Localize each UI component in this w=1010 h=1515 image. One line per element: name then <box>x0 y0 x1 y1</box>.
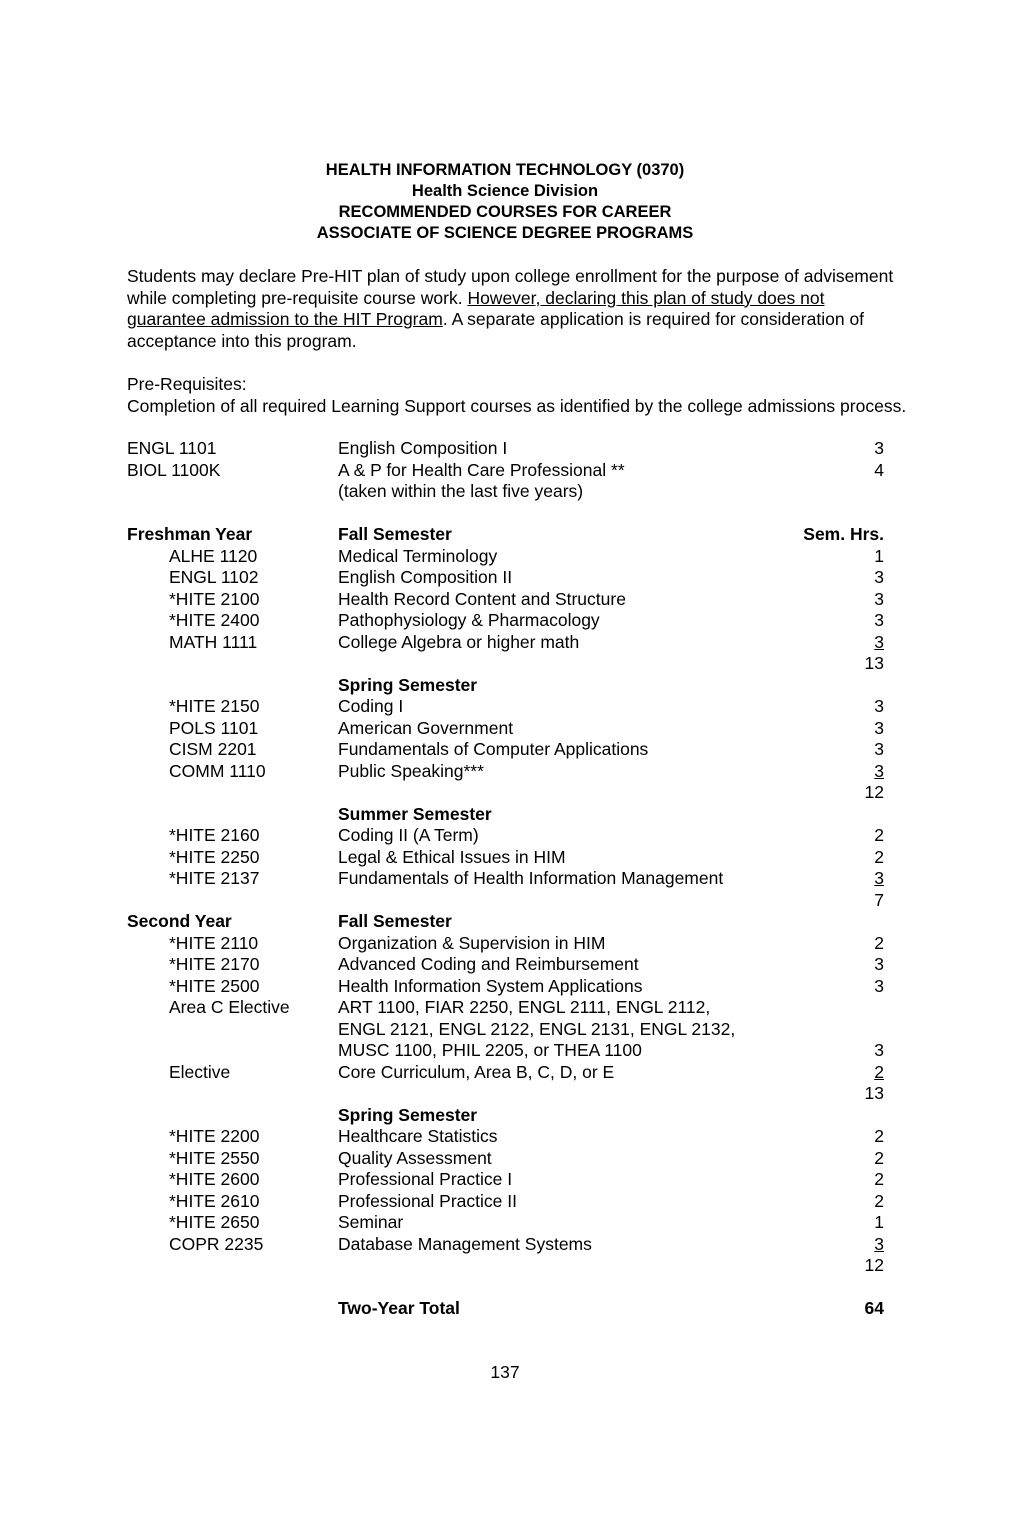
course-title: Spring Semester <box>338 674 478 695</box>
course-row <box>127 1234 887 1256</box>
course-row <box>127 761 887 783</box>
course-row <box>127 1255 887 1277</box>
course-row <box>127 1019 887 1041</box>
course-code: *HITE 2650 <box>169 1212 260 1232</box>
course-table <box>127 438 887 1320</box>
course-code: *HITE 2500 <box>169 975 260 996</box>
course-title: Public Speaking*** <box>338 760 484 781</box>
course-code: *HITE 2550 <box>169 1147 260 1168</box>
course-code: ENGL 1102 <box>169 567 259 587</box>
course-code: COMM 1110 <box>169 760 266 781</box>
semester-hours: 2 <box>874 1169 884 1189</box>
semester-hours: 3 <box>874 610 884 630</box>
course-title: Fall Semester <box>338 911 452 931</box>
course-title: Professional Practice I <box>338 1169 513 1189</box>
course-code: Elective <box>169 1061 231 1082</box>
course-code: BIOL 1100K <box>127 459 221 480</box>
course-code: *HITE 2250 <box>169 846 260 867</box>
intro-text-end: . A separate application is required for consideration of acceptance into this program. <box>127 309 865 351</box>
course-code: *HITE 2110 <box>169 932 259 953</box>
course-code: *HITE 2200 <box>169 1126 260 1146</box>
semester-hours: 12 <box>864 1255 884 1275</box>
course-title: ART 1100, FIAR 2250, ENGL 2111, ENGL 2112, <box>338 997 711 1017</box>
course-row <box>127 1212 887 1234</box>
course-title: Seminar <box>338 1212 404 1232</box>
course-row <box>127 976 887 998</box>
course-title: Spring Semester <box>338 1104 478 1125</box>
course-title: Health Information System Applications <box>338 975 643 996</box>
course-title: College Algebra or higher math <box>338 631 580 652</box>
course-title: Quality Assessment <box>338 1147 492 1168</box>
semester-hours: 3 <box>874 696 884 716</box>
semester-hours: 2 <box>874 825 884 845</box>
course-row <box>127 1298 887 1320</box>
course-title: Database Management Systems <box>338 1233 592 1254</box>
semester-hours: 3 <box>874 760 884 781</box>
course-title: English Composition II <box>338 567 513 587</box>
course-code: *HITE 2160 <box>169 825 260 845</box>
course-code: Area C Elective <box>169 997 290 1017</box>
course-row <box>127 481 887 503</box>
course-row <box>127 438 887 460</box>
semester-hours: 3 <box>874 567 884 587</box>
course-row <box>127 868 887 890</box>
semester-hours: 3 <box>874 975 884 996</box>
course-row <box>127 847 887 869</box>
course-code: *HITE 2610 <box>169 1190 260 1211</box>
semester-hours: Sem. Hrs. <box>803 524 884 544</box>
course-row <box>127 890 887 912</box>
course-row <box>127 567 887 589</box>
course-title: MUSC 1100, PHIL 2205, or THEA 1100 <box>338 1040 642 1060</box>
course-row <box>127 1105 887 1127</box>
course-title: Core Curriculum, Area B, C, D, or E <box>338 1061 615 1082</box>
semester-hours: 2 <box>874 1190 884 1211</box>
spacer-row <box>127 503 887 525</box>
course-title: English Composition I <box>338 438 508 458</box>
prerequisites-section <box>127 374 907 417</box>
course-row <box>127 782 887 804</box>
semester-hours: 2 <box>874 1126 884 1146</box>
semester-hours: 3 <box>874 739 884 759</box>
course-code: *HITE 2150 <box>169 696 260 716</box>
course-row <box>127 632 887 654</box>
intro-paragraph <box>127 266 907 352</box>
course-code: *HITE 2400 <box>169 610 260 630</box>
semester-hours: 13 <box>864 1083 884 1103</box>
course-title: Fundamentals of Computer Applications <box>338 739 649 759</box>
course-title: American Government <box>338 717 514 738</box>
header-subtitle-2: ASSOCIATE OF SCIENCE DEGREE PROGRAMS <box>316 224 694 242</box>
semester-hours: 7 <box>874 889 884 910</box>
course-row <box>127 739 887 761</box>
semester-hours: 3 <box>874 1040 884 1060</box>
course-title: Pathophysiology & Pharmacology <box>338 610 600 630</box>
course-title: Fundamentals of Health Information Management <box>338 868 724 888</box>
division-name: Health Science Division <box>411 182 599 200</box>
course-row <box>127 997 887 1019</box>
course-code: COPR 2235 <box>169 1233 264 1254</box>
course-code: *HITE 2100 <box>169 588 260 609</box>
course-row <box>127 460 887 482</box>
course-title: Advanced Coding and Reimbursement <box>338 954 639 974</box>
semester-hours: 2 <box>874 846 884 867</box>
course-row <box>127 589 887 611</box>
course-code: ALHE 1120 <box>169 545 258 566</box>
course-row <box>127 696 887 718</box>
course-title: A & P for Health Care Professional ** <box>338 459 625 480</box>
intro-text: Students may declare Pre-HIT plan of study upon college enrollment for the purpose of advisement while completing pre-requisite course work. <box>127 266 894 308</box>
course-row <box>127 933 887 955</box>
course-title: Medical Terminology <box>338 545 498 566</box>
semester-hours: 12 <box>864 782 884 802</box>
course-title: Healthcare Statistics <box>338 1126 498 1146</box>
course-code: *HITE 2170 <box>169 954 260 974</box>
course-row <box>127 546 887 568</box>
semester-hours: 2 <box>874 1147 884 1168</box>
course-code: *HITE 2600 <box>169 1169 260 1189</box>
document-header <box>0 160 1010 244</box>
semester-hours: 1 <box>874 1212 884 1232</box>
course-row <box>127 825 887 847</box>
course-code: *HITE 2137 <box>169 868 260 888</box>
prerequisites-heading: Pre-Requisites: <box>127 374 247 394</box>
course-row <box>127 1169 887 1191</box>
semester-hours: 3 <box>874 1233 884 1254</box>
semester-hours: 13 <box>864 653 884 673</box>
spacer-row <box>127 1277 887 1299</box>
course-title: Professional Practice II <box>338 1190 517 1211</box>
course-title: (taken within the last five years) <box>338 481 584 501</box>
program-title: HEALTH INFORMATION TECHNOLOGY (0370) <box>325 161 685 179</box>
course-title: Legal & Ethical Issues in HIM <box>338 846 566 867</box>
course-code: MATH 1111 <box>169 631 258 652</box>
course-code: CISM 2201 <box>169 739 257 759</box>
course-title: Fall Semester <box>338 524 452 544</box>
course-code: Second Year <box>127 911 232 931</box>
course-row <box>127 1191 887 1213</box>
semester-hours: 3 <box>874 868 884 888</box>
course-row <box>127 911 887 933</box>
course-row <box>127 1083 887 1105</box>
course-title: Health Record Content and Structure <box>338 588 626 609</box>
course-row <box>127 1040 887 1062</box>
course-row <box>127 524 887 546</box>
course-title: Two-Year Total <box>338 1298 460 1318</box>
semester-hours: 4 <box>874 459 884 480</box>
course-title: Organization & Supervision in HIM <box>338 932 606 953</box>
course-row <box>127 610 887 632</box>
course-row <box>127 954 887 976</box>
semester-hours: 3 <box>874 438 884 458</box>
semester-hours: 2 <box>874 1061 884 1082</box>
course-title: Coding I <box>338 696 404 716</box>
semester-hours: 64 <box>864 1298 884 1318</box>
course-code: ENGL 1101 <box>127 438 217 458</box>
course-code: Freshman Year <box>127 524 253 544</box>
course-code: POLS 1101 <box>169 717 259 738</box>
course-row <box>127 1126 887 1148</box>
page-number: 137 <box>490 1362 520 1382</box>
course-row <box>127 675 887 697</box>
course-title: ENGL 2121, ENGL 2122, ENGL 2131, ENGL 2132, <box>338 1018 736 1039</box>
course-row <box>127 1148 887 1170</box>
course-row <box>127 804 887 826</box>
intro-underlined-text: However, declaring this plan of study does not guarantee admission to the HIT Program <box>127 287 825 329</box>
course-row <box>127 718 887 740</box>
semester-hours: 3 <box>874 954 884 974</box>
semester-hours: 3 <box>874 631 884 652</box>
semester-hours: 2 <box>874 932 884 953</box>
course-title: Summer Semester <box>338 803 492 824</box>
semester-hours: 3 <box>874 588 884 609</box>
header-subtitle-1: RECOMMENDED COURSES FOR CAREER <box>338 203 672 221</box>
course-row <box>127 653 887 675</box>
semester-hours: 3 <box>874 717 884 738</box>
course-row <box>127 1062 887 1084</box>
course-title: Coding II (A Term) <box>338 825 479 845</box>
prerequisites-text: Completion of all required Learning Support courses as identified by the college admissions process. <box>127 395 907 416</box>
semester-hours: 1 <box>874 545 884 566</box>
